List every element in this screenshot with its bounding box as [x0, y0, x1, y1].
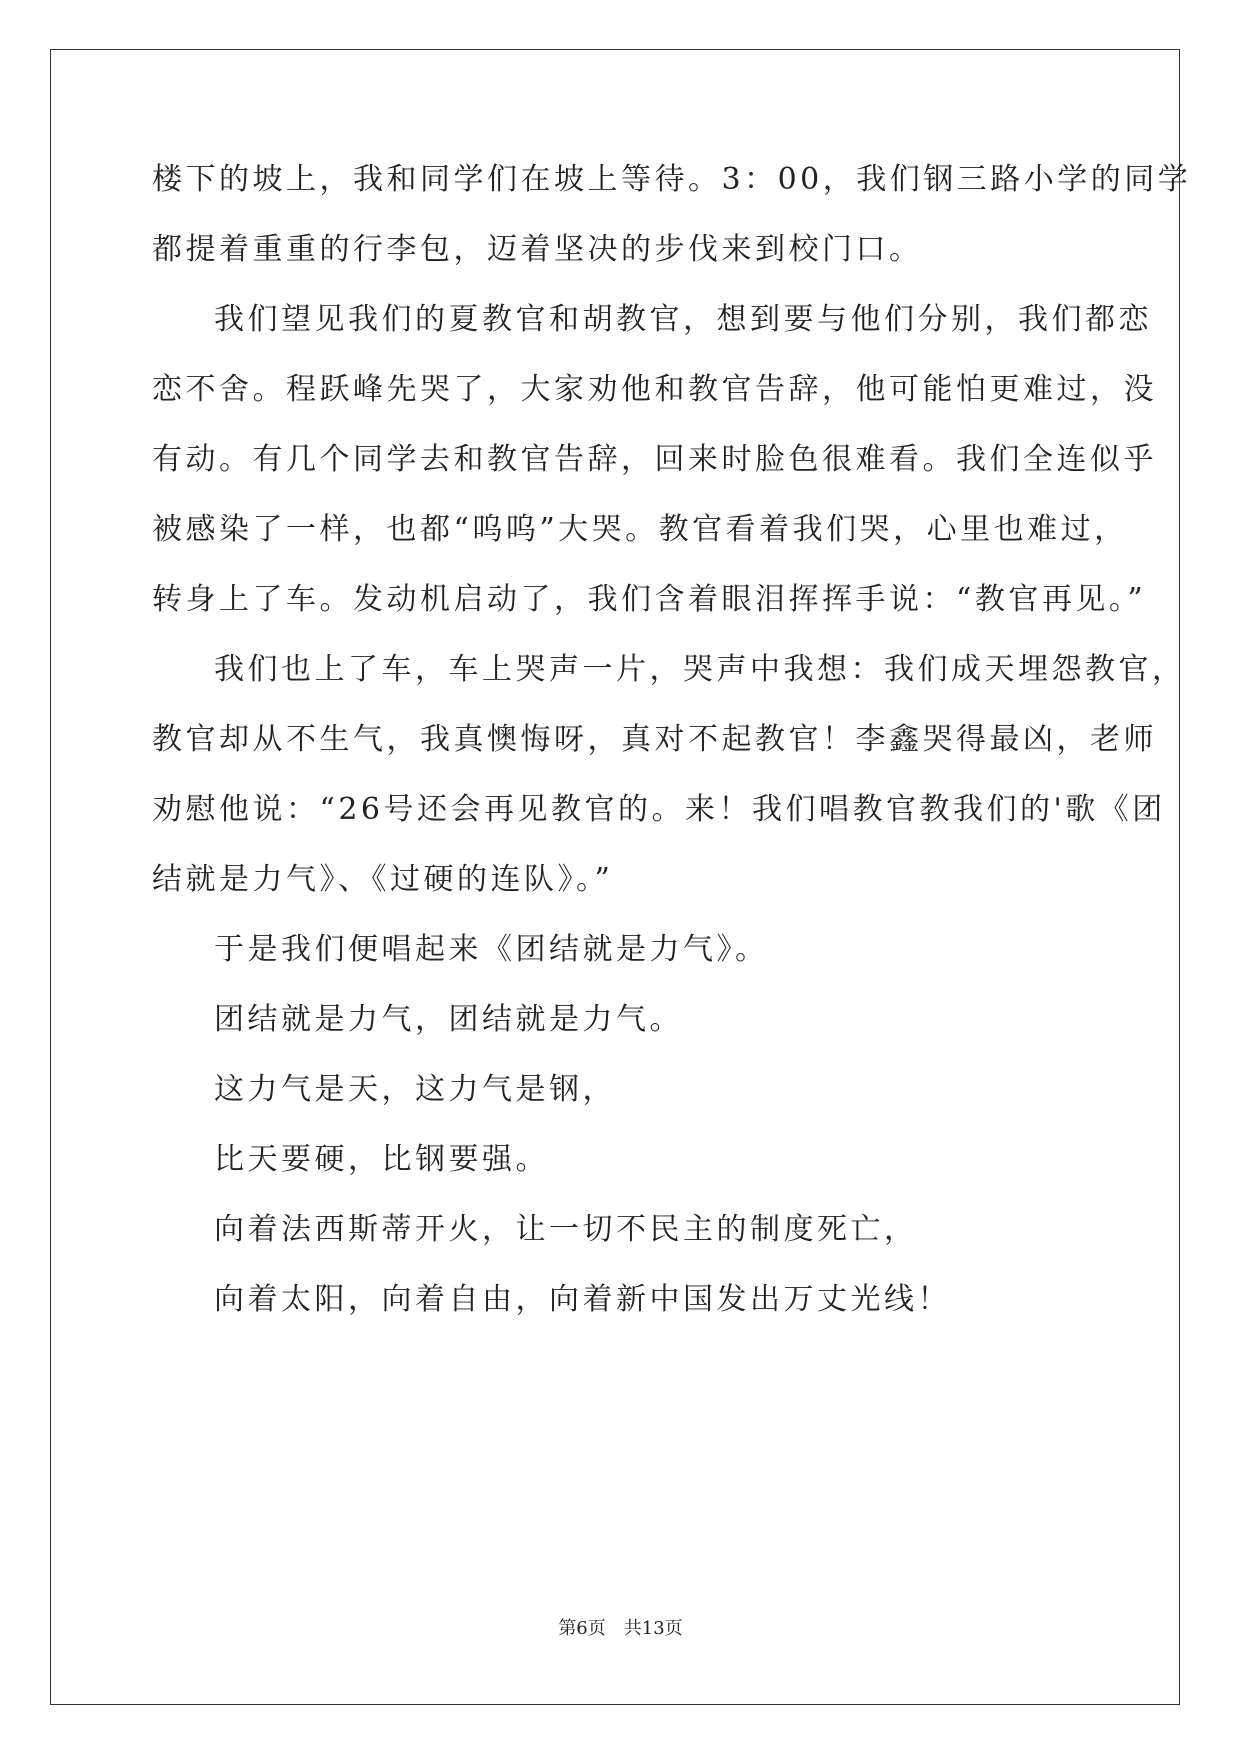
- text-line: 楼下的坡上，我和同学们在坡上等待。3：00，我们钢三路小学的同学: [152, 162, 1192, 197]
- lyric-line: 向着太阳，向着自由，向着新中国发出万丈光线！: [214, 1282, 951, 1317]
- paragraph-start-line: 我们望见我们的夏教官和胡教官，想到要与他们分别，我们都恋: [214, 302, 1152, 337]
- text-line: 被感染了一样，也都“呜呜”大哭。教官看着我们哭，心里也难过，: [152, 512, 1128, 547]
- text-line: 转身上了车。发动机启动了，我们含着眼泪挥挥手说：“教官再见。”: [152, 582, 1147, 617]
- text-line: 恋不舍。程跃峰先哭了，大家劝他和教官告辞，他可能怕更难过，没: [152, 372, 1157, 407]
- page-number-total: 共13页: [623, 1618, 683, 1639]
- text-line: 都提着重重的行李包，迈着坚决的步伐来到校门口。: [152, 232, 923, 267]
- paragraph-start-line: 我们也上了车，车上哭声一片，哭声中我想：我们成天埋怨教官，: [214, 652, 1186, 687]
- text-line: 结就是力气》、《过硬的连队》。”: [152, 862, 614, 897]
- lyric-line: 团结就是力气，团结就是力气。: [214, 1002, 683, 1037]
- paragraph-start-line: 于是我们便唱起来《团结就是力气》。: [214, 932, 769, 967]
- lyric-line: 向着法西斯蒂开火，让一切不民主的制度死亡，: [214, 1212, 918, 1247]
- page-footer: [0, 1617, 1241, 1641]
- lyric-line: 这力气是天，这力气是钢，: [214, 1072, 616, 1107]
- lyric-line: 比天要硬，比钢要强。: [214, 1142, 549, 1177]
- text-line: 有动。有几个同学去和教官告辞，回来时脸色很难看。我们全连似乎: [152, 442, 1157, 477]
- text-line: 劝慰他说：“26号还会再见教官的。来！我们唱教官教我们的'歌《团: [152, 792, 1166, 827]
- page-number-current: 第6页: [558, 1618, 606, 1639]
- text-line: 教官却从不生气，我真懊悔呀，真对不起教官！李鑫哭得最凶，老师: [152, 722, 1157, 757]
